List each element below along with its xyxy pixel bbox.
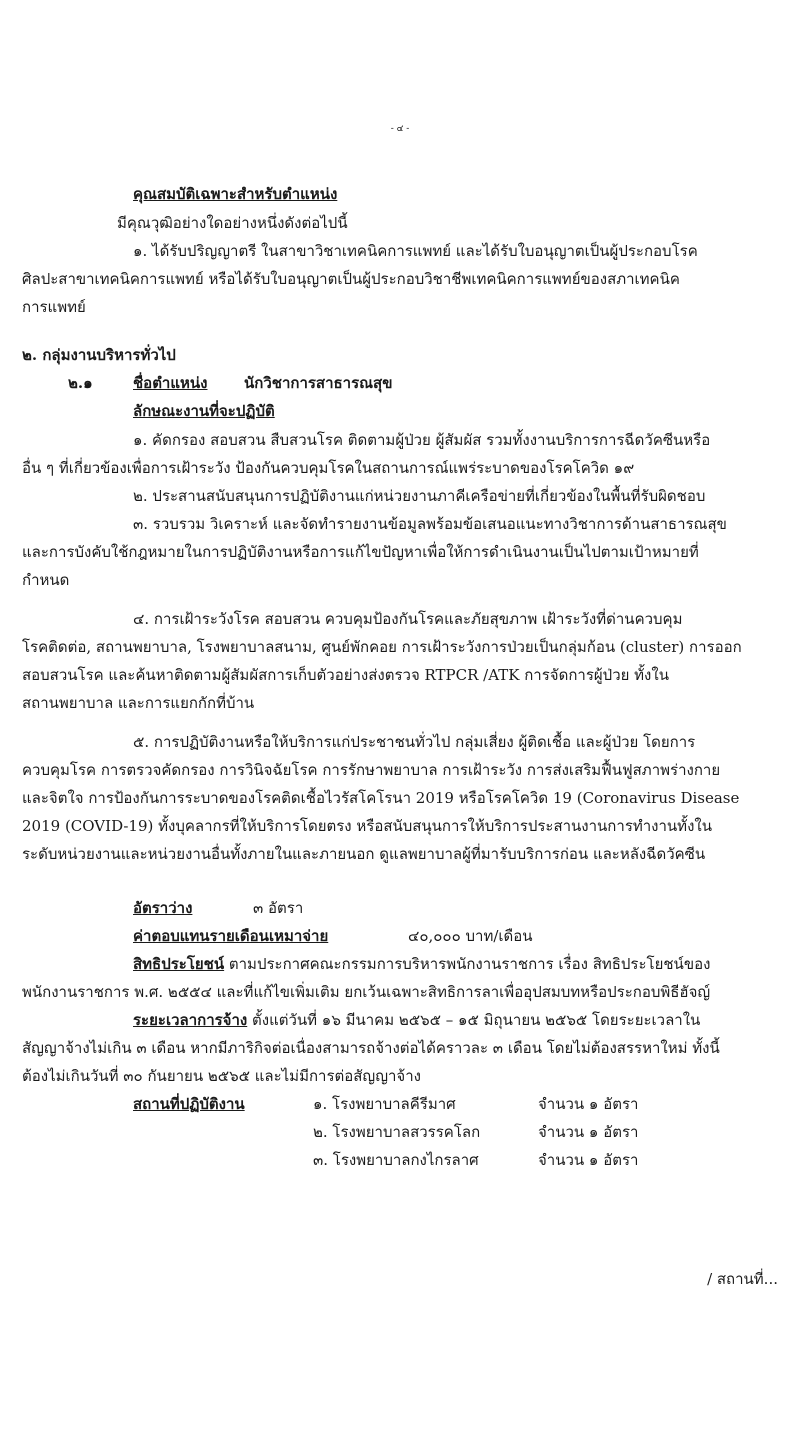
position-label: ชื่อตำแหน่ง [133,374,208,392]
duty3-line1: ๓. รวบรวม วิเคราะห์ และจัดทำรายงานข้อมูลพร้อมข้อเสนอแนะทางวิชาการด้านสาธารณสุข [133,515,727,533]
duty4-line3: สอบสวนโรค และค้นหาติดตามผู้สัมผัสการเก็บตัวอย่างส่งตรวจ RTPCR /ATK การจัดการผู้ป่วย ทั้งใน [22,666,669,684]
qualification-item1-line1: ๑. ได้รับปริญญาตรี ในสาขาวิชาเทคนิคการแพทย์ และได้รับใบอนุญาตเป็นผู้ประกอบโรค [133,242,698,260]
vacancy-value: ๓ อัตรา [253,899,304,917]
section2-heading: ๒. กลุ่มงานบริหารทั่วไป [22,346,176,364]
workplace-3-count: จำนวน ๑ อัตรา [538,1151,639,1169]
workplace-3-name: ๓. โรงพยาบาลกงไกรลาศ [313,1151,479,1169]
employment-period-text: ตั้งแต่วันที่ ๑๖ มีนาคม ๒๕๖๕ – ๑๕ มิถุนายน ๒๕๖๕ โดยระยะเวลาใน [247,1011,701,1029]
duty2-line1: ๒. ประสานสนับสนุนการปฏิบัติงานแก่หน่วยงานภาคีเครือข่ายที่เกี่ยวข้องในพื้นที่รับผิดชอบ [133,487,706,505]
salary-value: ๔๐,๐๐๐ บาท/เดือน [408,927,533,945]
duty4-line2: โรคติดต่อ, สถานพยาบาล, โรงพยาบาลสนาม, ศูนย์พักคอย การเฝ้าระวังการป่วยเป็นกลุ่มก้อน (cluster) การออก [22,638,742,656]
employment-period-line1 [133,1009,700,1031]
benefits-line1 [133,953,710,975]
employment-period-line2: สัญญาจ้างไม่เกิน ๓ เดือน หากมีภาริกิจต่อเนื่องสามารถจ้างต่อได้คราวละ ๓ เดือน โดยไม่ต้องสรรหาใหม่ ทั้งนี้ [22,1039,720,1057]
workplace-2-name: ๒. โรงพยาบาลสวรรคโลก [313,1123,481,1141]
duty5-line4: 2019 (COVID-19) ทั้งบุคลากรที่ให้บริการโดยตรง หรือสนับสนุนการให้บริการประสานงานการทำงานทั้งใน [22,817,712,835]
workplace-1-count: จำนวน ๑ อัตรา [538,1095,639,1113]
workplace-1-name: ๑. โรงพยาบาลคีรีมาศ [313,1095,456,1113]
position-number: ๒.๑ [68,374,93,392]
duties-heading: ลักษณะงานที่จะปฏิบัติ [133,402,275,420]
qualification-item1-line2: ศิลปะสาขาเทคนิคการแพทย์ หรือได้รับใบอนุญาตเป็นผู้ประกอบวิชาชีพเทคนิคการแพทย์ของสภาเทคนิค [22,270,680,288]
vacancy-label: อัตราว่าง [133,899,193,917]
duty3-line3: กำหนด [22,571,70,589]
qualification-item1-line3: การแพทย์ [22,298,86,316]
continuation-note: / สถานที่... [707,1270,778,1288]
qualification-intro: มีคุณวุฒิอย่างใดอย่างหนึ่งดังต่อไปนี้ [117,214,348,232]
position-value: นักวิชาการสาธารณสุข [244,374,393,392]
duty4-line1: ๔. การเฝ้าระวังโรค สอบสวน ควบคุมป้องกันโรคและภัยสุขภาพ เฝ้าระวังที่ด่านควบคุม [133,610,683,628]
duty5-line1: ๕. การปฏิบัติงานหรือให้บริการแก่ประชาชนทั่วไป กลุ่มเสี่ยง ผู้ติดเชื้อ และผู้ป่วย โดยการ [133,733,696,751]
duty5-line2: ควบคุมโรค การตรวจคัดกรอง การวินิจฉัยโรค การรักษาพยาบาล การเฝ้าระวัง การส่งเสริมฟื้นฟูสภาพร่างกาย [22,761,721,779]
benefits-text: ตามประกาศคณะกรรมการบริหารพนักงานราชการ เรื่อง สิทธิประโยชน์ของ [224,955,711,973]
duty3-line2: และการบังคับใช้กฎหมายในการปฏิบัติงานหรือการแก้ไขปัญหาเพื่อให้การดำเนินงานเป็นไปตามเป้าหมายที่ [22,543,699,561]
duty4-line4: สถานพยาบาล และการแยกกักที่บ้าน [22,694,255,712]
qualification-heading: คุณสมบัติเฉพาะสำหรับตำแหน่ง [133,185,338,203]
duty5-line3: และจิตใจ การป้องกันการระบาดของโรคติดเชื้อไวรัสโคโรนา 2019 หรือโรคโควิด 19 (Coronavirus Disease [22,789,740,807]
workplace-2-count: จำนวน ๑ อัตรา [538,1123,639,1141]
page-number: - ๔ - [390,124,410,134]
benefits-label: สิทธิประโยชน์ [133,955,225,973]
salary-label: ค่าตอบแทนรายเดือนเหมาจ่าย [133,927,329,945]
workplaces-label: สถานที่ปฏิบัติงาน [133,1095,245,1113]
benefits-line2: พนักงานราชการ พ.ศ. ๒๕๕๔ และที่แก้ไขเพิ่มเติม ยกเว้นเฉพาะสิทธิการลาเพื่ออุปสมบทหรือประกอบพิธีฮัจญ์ [22,983,711,1001]
duty5-line5: ระดับหน่วยงานและหน่วยงานอื่นทั้งภายในและภายนอก ดูแลพยาบาลผู้ที่มารับบริการก่อน และหลังฉีดวัคซีน [22,845,706,863]
duty1-line1: ๑. คัดกรอง สอบสวน สืบสวนโรค ติดตามผู้ป่วย ผู้สัมผัส รวมทั้งงานบริการการฉีดวัคซีนหรือ [133,431,711,449]
employment-period-line3: ต้องไม่เกินวันที่ ๓๐ กันยายน ๒๕๖๕ และไม่มีการต่อสัญญาจ้าง [22,1067,421,1085]
duty1-line2: อื่น ๆ ที่เกี่ยวข้องเพื่อการเฝ้าระวัง ป้องกันควบคุมโรคในสถานการณ์แพร่ระบาดของโรคโควิด ๑๙ [22,459,635,477]
employment-period-label: ระยะเวลาการจ้าง [133,1011,248,1029]
